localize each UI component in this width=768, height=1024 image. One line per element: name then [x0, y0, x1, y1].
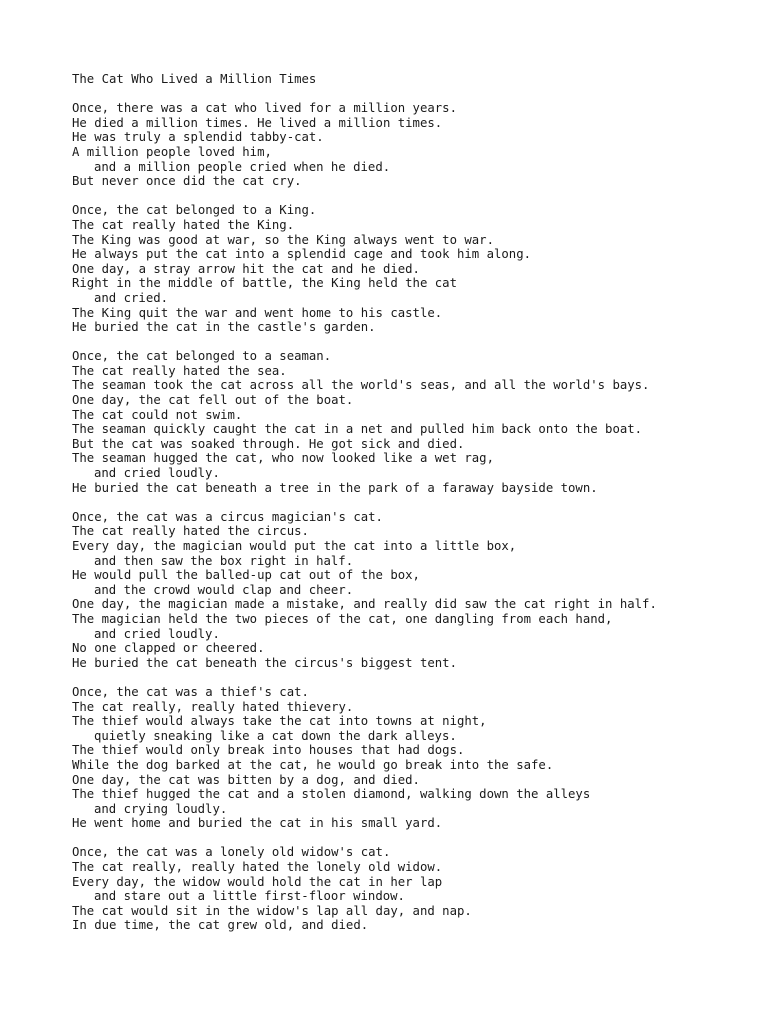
text-line: The cat really hated the King. — [72, 217, 295, 232]
stanza-3 — [72, 349, 752, 495]
stanza-2 — [72, 203, 752, 334]
text-line: One day, the cat fell out of the boat. — [72, 393, 354, 408]
text-line: The cat really hated the circus. — [72, 524, 309, 539]
text-line: The seaman took the cat across all the world's seas, and all the world's bays. — [72, 378, 650, 393]
text-line: He buried the cat beneath a tree in the park of a faraway bayside town. — [72, 480, 598, 495]
text-line: and a million people cried when he died. — [94, 159, 391, 174]
text-line: Once, there was a cat who lived for a million years. — [72, 101, 457, 116]
text-line: The cat would sit in the widow's lap all day, and nap. — [72, 903, 472, 918]
text-line: and then saw the box right in half. — [94, 553, 354, 568]
text-line: But the cat was soaked through. He got sick and died. — [72, 436, 465, 451]
text-line: He buried the cat in the castle's garden. — [72, 320, 376, 335]
text-line: The thief would always take the cat into towns at night, — [72, 714, 487, 729]
text-line: He always put the cat into a splendid cage and took him along. — [72, 247, 532, 262]
document-page — [72, 72, 752, 948]
text-line: The cat really, really hated thievery. — [72, 699, 354, 714]
text-line: Every day, the magician would put the cat into a little box, — [72, 539, 517, 553]
text-line: The magician held the two pieces of the cat, one dangling from each hand, — [72, 611, 613, 626]
text-line: The seaman hugged the cat, who now looked like a wet rag, — [72, 451, 494, 466]
text-line: Once, the cat belonged to a seaman. — [72, 349, 332, 364]
text-line: Once, the cat was a lonely old widow's cat. — [72, 845, 391, 860]
text-line: quietly sneaking like a cat down the dark alleys. — [94, 728, 457, 743]
text-line: No one clapped or cheered. — [72, 641, 265, 656]
text-line: Right in the middle of battle, the King held the cat — [72, 276, 457, 291]
text-line: But never once did the cat cry. — [72, 174, 302, 189]
text-line: and the crowd would clap and cheer. — [94, 582, 354, 597]
text-line: and cried loudly. — [94, 626, 220, 641]
text-line: He went home and buried the cat in his small yard. — [72, 816, 443, 831]
text-line: While the dog barked at the cat, he would go break into the safe. — [72, 757, 554, 772]
text-line: and cried loudly. — [94, 466, 220, 481]
text-line: The thief hugged the cat and a stolen diamond, walking down the alleys — [72, 787, 591, 802]
text-line: and stare out a little first-floor window. — [94, 889, 405, 904]
stanza-4 — [72, 510, 752, 671]
stanza-list — [72, 101, 752, 933]
text-line: The King was good at war, so the King always went to war. — [72, 232, 494, 247]
text-line: The seaman quickly caught the cat in a net and pulled him back onto the boat. — [72, 422, 643, 437]
text-line: He buried the cat beneath the circus's biggest tent. — [72, 655, 457, 670]
text-line: A million people loved him, — [72, 144, 272, 159]
document-title: The Cat Who Lived a Million Times — [72, 72, 317, 86]
text-line: The cat really hated the sea. — [72, 363, 287, 378]
stanza-6 — [72, 845, 752, 933]
text-line: He was truly a splendid tabby-cat. — [72, 130, 324, 145]
text-line: and crying loudly. — [94, 801, 228, 816]
text-line: In due time, the cat grew old, and died. — [72, 918, 369, 933]
text-line: and cried. — [94, 290, 169, 305]
stanza-1 — [72, 101, 752, 189]
text-line: The King quit the war and went home to his castle. — [72, 305, 443, 320]
text-line: One day, a stray arrow hit the cat and he died. — [72, 261, 420, 276]
text-line: Once, the cat belonged to a King. — [72, 203, 317, 218]
text-line: Every day, the widow would hold the cat in her lap — [72, 874, 443, 889]
text-line: Once, the cat was a thief's cat. — [72, 684, 309, 699]
text-line: The thief would only break into houses that had dogs. — [72, 743, 465, 758]
text-line: He would pull the balled-up cat out of the box, — [72, 568, 420, 583]
text-line: One day, the magician made a mistake, and really did saw the cat right in half. — [72, 597, 657, 612]
stanza-5 — [72, 685, 752, 831]
text-line: The cat really, really hated the lonely old widow. — [72, 860, 443, 875]
text-line: Once, the cat was a circus magician's cat. — [72, 509, 383, 524]
text-line: One day, the cat was bitten by a dog, and died. — [72, 772, 420, 787]
text-line: He died a million times. He lived a million times. — [72, 115, 443, 130]
text-line: The cat could not swim. — [72, 407, 243, 422]
